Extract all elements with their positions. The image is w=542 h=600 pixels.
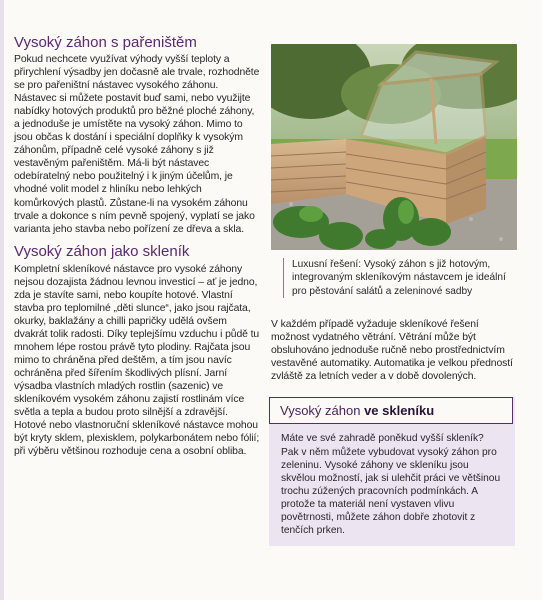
heading-raised-bed-hotbed: Vysoký záhon s pařeništěm (14, 34, 197, 51)
paragraph-ventilation: V každém případě vyžaduje skleníkové řešení možnost vydatného větrání. Větrání může být obsluhováno jednoduše ručně nebo prostřednictvím vestavěné automatiky. Automatika je velkou předností zvláště za letních veder a v době dovolených. (271, 319, 513, 383)
heading-raised-bed-greenhouse: Vysoký záhon jako skleník (14, 242, 190, 260)
paragraph-greenhouse: Kompletní skleníkové nástavce pro vysoké záhony nejsou dozajista žádnou levnou investicí – ať je jedno, zda je stavíte sami, nebo koupíte hotové. Vlastní stavba pro teplomilné „děti slunce“, jako jsou rajčata, okurky, baklažány a chilli papričky udělá ovšem dvakrát tolik radosti. Díky teplejšímu vzduchu i půdě tu mnohem lépe rostou právě tyto plodiny. Rajčata jsou mimo to chráněna před deštěm, a tím jsou navíc ochráněna před šířením škodlivých plísní. Jarní výsadba vlastních mladých rostlin (sazenic) ve skleníkovém vysokém záhonu zajistí rostlinám více světla a tepla a budou proto silnější a zdravější. Hotové nebo vlastnoruční skleníkové nástavce mohou být kryty sklem, plexisklem, polykarbonátem nebo fólií; při výběru většinou rozhoduje cena a osobní obliba. (14, 263, 260, 458)
caption-text: Vysoký záhon s již hotovým, integrovaným skleníkovým nástavcem je ideální pro pěstování salátů a zeleninové sadby (292, 259, 506, 297)
caption-lead: Luxusní řešení: (292, 259, 362, 270)
left-column (14, 34, 262, 458)
page-edge (0, 0, 4, 600)
right-column (271, 44, 517, 546)
paragraph-hotbed: Pokud nechcete využívat výhody vyšší teploty a přirychlení výsadby jen dočasně ale trvale, rozhodněte se pro pařeništní nástavec vysokého záhonu. Nástavec si můžete postavit buď sami, nebo využijte nabídky hotových produktů pro běžné ploché záhony, a jednoduše je umístěte na vysoký záhon. Mimo to jsou občas k dostání i speciální doplňky k vysokým záhonům, případně celé vysoké záhony s již vestavěným pařeništěm. Má-li být nástavec odebíratelný nebo použitelný i k jiným účelům, je vhodné volit model z hliníku nebo lehkých komůrkových plastů. Zůstane-li na vysokém záhonu trvale a dokonce s ním pevně spojený, vyplatí se jako varianta jeho stavba nebo pořízení ze dřeva a skla. (14, 54, 260, 235)
sidebar-box (269, 397, 515, 546)
box-title-plain: Vysoký záhon (280, 403, 365, 419)
box-title (269, 397, 513, 424)
raised-bed-greenhouse-photo (271, 44, 517, 250)
box-title-bold: ve skleníku (364, 403, 435, 419)
box-text: Máte ve své zahradě poněkud vyšší skleník? Pak v něm můžete vybudovat vysoký záhon pro zeleninu. Vysoké záhony ve skleníku jsou skvělou možností, jak si ulehčit práci ve většinou trochu zúžených pracovních podmínkách. A protože ta materiál není vystaven vlivu povětrnosti, můžete záhon dobře zhotovit z tenčích prken. (281, 433, 501, 537)
photo-caption (283, 258, 517, 298)
photo-illustration (271, 44, 517, 250)
